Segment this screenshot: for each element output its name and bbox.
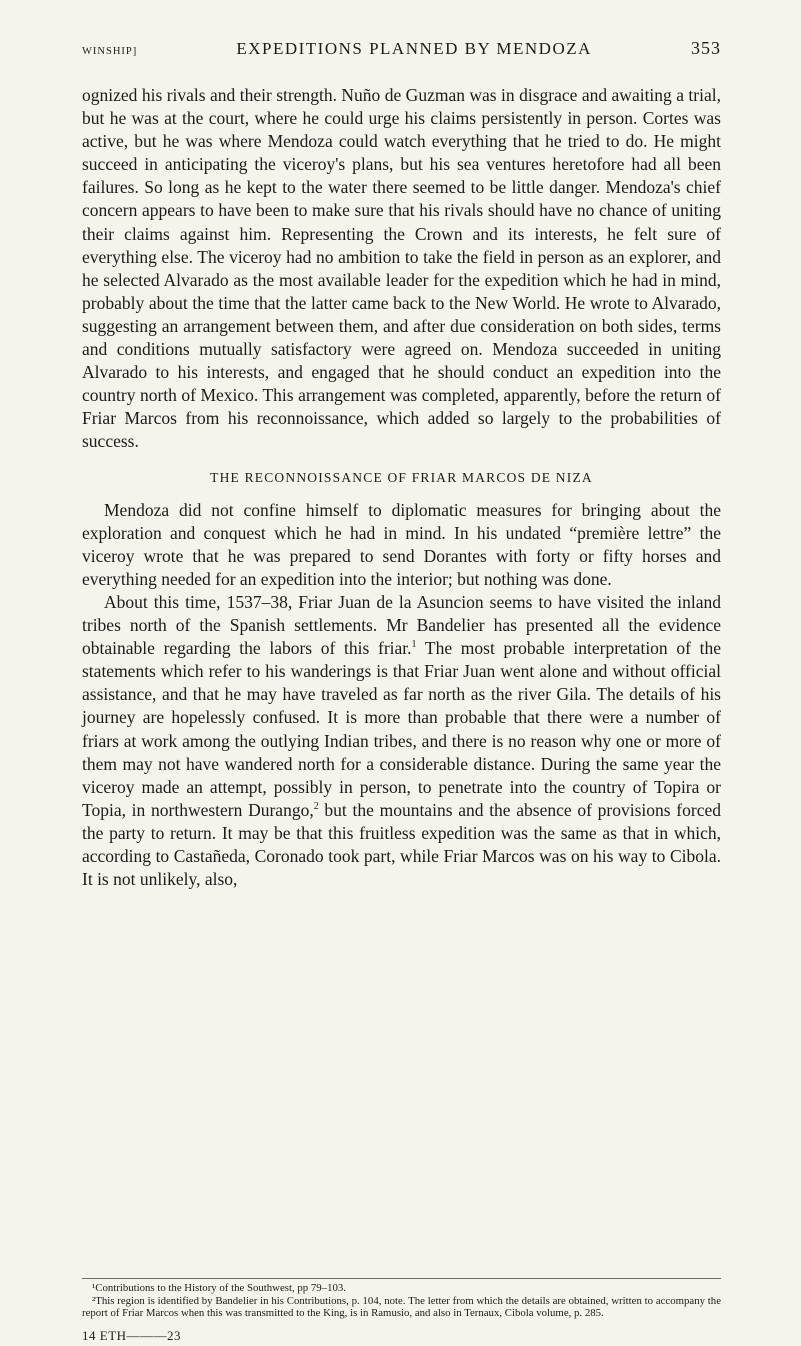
body-text [82,84,721,891]
printer-signature: 14 ETH———23 [82,1328,182,1343]
section-heading: THE RECONNOISSANCE OF FRIAR MARCOS DE NIZA [210,469,593,485]
paragraph-text-part-1: About this time, 1537–38, Friar Juan de la Asuncion seems to have visited the inland tribes north of the Spanish settlements. Mr Bandelier has presented all the evidence obtainable regarding the labors of this friar. [82,591,721,659]
paragraph-continued: ognized his rivals and their strength. Nuño de Guzman was in disgrace and awaiting a trial, but he was at the court, where he could urge his claims persistently in person. Cortes was active, but he was where Mendoza could watch everything that he tried to do. He might succeed in anticipating the viceroy's plans, but his sea ventures heretofore had all been failures. So long as he kept to the water there seemed to be little danger. Mendoza's chief concern appears to have been to make sure that his rivals should have no chance of uniting their claims against him. Representing the Crown and its interests, he felt sure of everything else. The viceroy had no ambition to take the field in person as an explorer, and he selected Alvarado as the most available leader for the expedition which he had in mind, probably about the time that the latter came back to the New World. He wrote to Alvarado, suggesting an arrangement between them, and after due consideration on both sides, terms and conditions mutually satisfactory were agreed on. Mendoza succeeded in uniting Alvarado to his interests, and engaged that he should conduct an expedition into the country north of Mexico. This arrangement was completed, apparently, before the return of Friar Marcos from his reconnoissance, which added so largely to the probabilities of success. [82,85,721,452]
running-head [82,38,721,59]
footnotes [82,1278,721,1320]
running-head-author: WINSHIP] [82,46,138,57]
paragraph-friar-juan [82,591,721,891]
paragraph-text-part-3: but the mountains and the absence of provisions forced the party to return. It may be that this fruitless expedition was the same as that in which, according to Castañeda, Coronado took part, while Friar Marcos was on his way to Cibola. It is not unlikely, also, [82,799,721,890]
running-head-title: EXPEDITIONS PLANNED BY MENDOZA [236,39,592,58]
paragraph-text-part-2: The most probable interpretation of the statements which refer to his wanderings is that Friar Juan went alone and without official assistance, and that he may have traveled as far north as the river Gila. The details of his journey are hopelessly confused. It is more than probable that there were a number of friars at work among the outlying Indian tribes, and there is no reason why one or more of them may not have wandered north for a considerable distance. During the same year the viceroy made an attempt, possibly in person, to penetrate into the country of Topira or Topia, in northwestern Durango, [82,638,721,820]
footnote-1: ¹Contributions to the History of the Southwest, pp 79–103. [92,1282,346,1294]
paragraph-dorantes: Mendoza did not confine himself to diplomatic measures for bringing about the exploration and conquest which he had in mind. In his undated “première lettre” the viceroy wrote that he was prepared to send Dorantes with forty or fifty horses and everything needed for an expedition into the interior; but nothing was done. [82,499,721,589]
footnote-2: ²This region is identified by Bandelier in his Contributions, p. 104, note. The letter from which the details are obtained, written to accompany the report of Friar Marcos when this was transmitted to the King, is in Ramusio, and also in Ternaux, Cibola volume, p. 285. [82,1294,721,1320]
footnote-ref-1[interactable]: 1 [411,639,417,651]
footnote-ref-2[interactable]: 2 [313,800,319,812]
page-number: 353 [691,38,721,58]
